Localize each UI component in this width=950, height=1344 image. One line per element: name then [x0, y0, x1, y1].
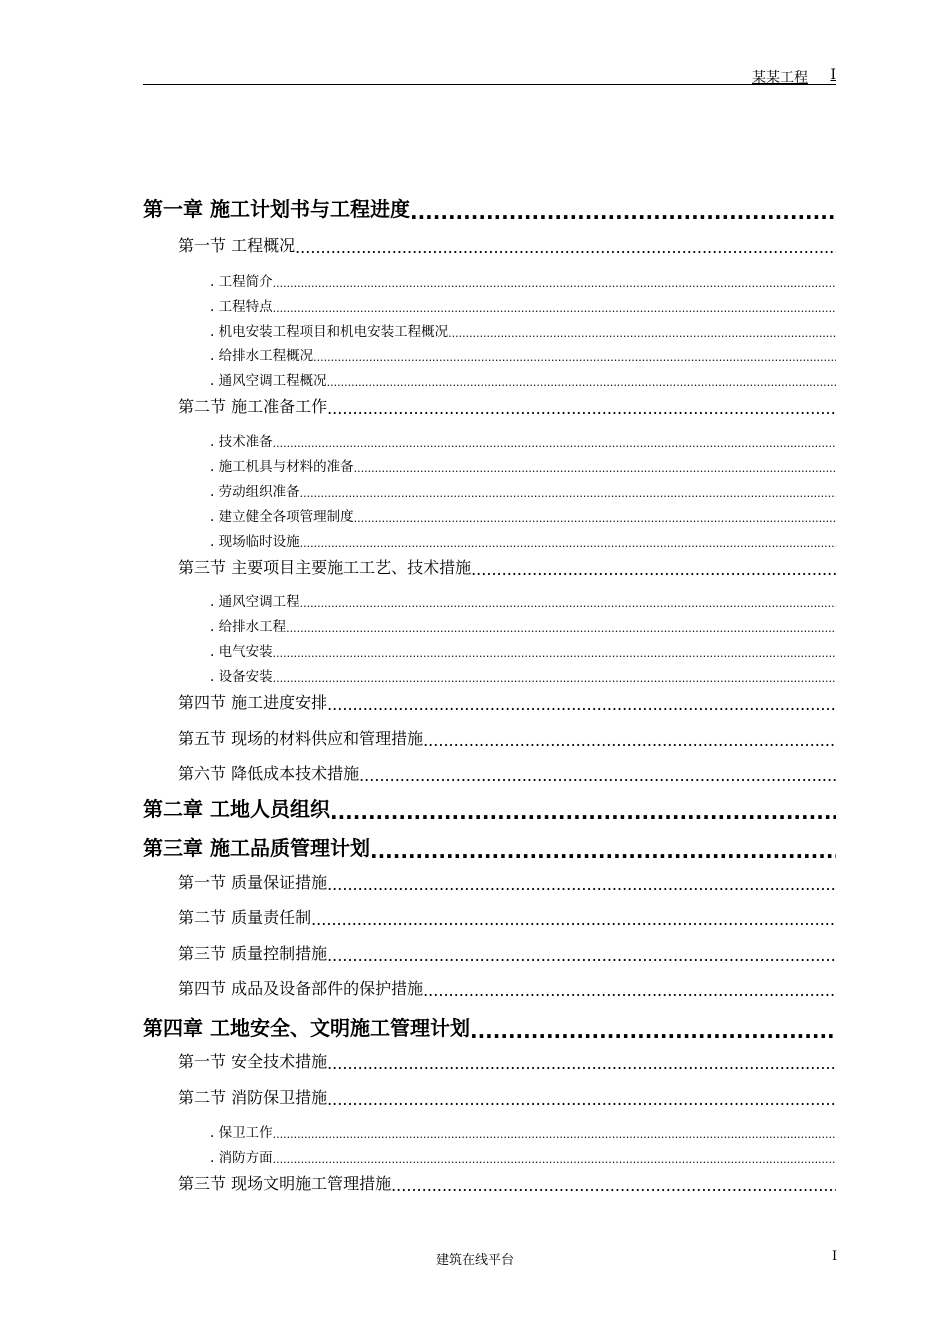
header-page-number: I [830, 67, 836, 83]
dot-leader [273, 1128, 836, 1141]
toc-subsection-entry[interactable] [210, 371, 836, 389]
dot-leader [327, 697, 836, 713]
dot-leader [300, 537, 836, 550]
toc-entry-label: 第二章 工地人员组织 [143, 797, 330, 821]
toc-entry-label: 第一节 质量保证措施 [178, 873, 328, 892]
toc-subsection-entry[interactable] [210, 272, 836, 290]
toc-section-entry[interactable] [178, 556, 836, 578]
toc-entry-label: 第一节 安全技术措施 [178, 1052, 328, 1071]
toc-section-entry[interactable] [178, 1172, 836, 1194]
toc-section-entry[interactable] [178, 871, 836, 893]
toc-section-entry[interactable] [178, 942, 836, 964]
toc-subsection-entry[interactable] [210, 532, 836, 550]
dot-leader [354, 512, 836, 525]
toc-entry-label: . 通风空调工程 [210, 594, 300, 610]
toc-entry-label: 第四节 成品及设备部件的保护措施 [178, 979, 424, 998]
toc-section-entry[interactable] [178, 1050, 836, 1072]
toc-chapter-entry[interactable] [143, 196, 836, 222]
toc-subsection-entry[interactable] [210, 346, 836, 364]
dot-leader [273, 437, 836, 450]
toc-section-entry[interactable] [178, 977, 836, 999]
dot-leader [470, 1021, 836, 1041]
dot-leader [354, 462, 836, 475]
toc-entry-label: . 机电安装工程项目和机电安装工程概况 [210, 324, 449, 340]
dot-leader [286, 622, 836, 635]
toc-subsection-entry[interactable] [210, 432, 836, 450]
toc-subsection-entry[interactable] [210, 297, 836, 315]
toc-entry-label: 第二节 施工准备工作 [178, 397, 328, 416]
dot-leader [471, 562, 836, 578]
toc-section-entry[interactable] [178, 691, 836, 713]
footer-text: 建筑在线平台 [435, 1253, 514, 1268]
toc-section-entry[interactable] [178, 1086, 836, 1108]
toc-entry-label: . 现场临时设施 [210, 534, 300, 550]
toc-subsection-entry[interactable] [210, 322, 836, 340]
toc-entry-label: . 设备安装 [210, 669, 273, 685]
toc-entry-label: . 消防方面 [210, 1150, 273, 1166]
toc-entry-label: 第三节 质量控制措施 [178, 944, 328, 963]
toc-entry-label: 第三节 现场文明施工管理措施 [178, 1174, 392, 1193]
dot-leader [423, 983, 836, 999]
toc-subsection-entry[interactable] [210, 667, 836, 685]
toc-entry-label: . 工程特点 [210, 299, 273, 315]
toc-subsection-entry[interactable] [210, 642, 836, 660]
toc-chapter-entry[interactable] [143, 835, 836, 861]
dot-leader [327, 1092, 836, 1108]
dot-leader [330, 802, 836, 822]
toc-entry-label: 第二节 质量责任制 [178, 908, 312, 927]
toc-section-entry[interactable] [178, 395, 836, 417]
toc-entry-label: 第一章 施工计划书与工程进度 [143, 197, 410, 221]
toc-subsection-entry[interactable] [210, 1148, 836, 1166]
toc-entry-label: 第三节 主要项目主要施工工艺、技术措施 [178, 558, 472, 577]
toc-section-entry[interactable] [178, 727, 836, 749]
toc-entry-label: 第四章 工地安全、文明施工管理计划 [143, 1016, 470, 1040]
footer-page-number: I [832, 1249, 838, 1264]
toc-entry-label: . 给排水工程 [210, 619, 287, 635]
toc-subsection-entry[interactable] [210, 457, 836, 475]
dot-leader [327, 877, 836, 893]
dot-leader [327, 948, 836, 964]
toc-section-entry[interactable] [178, 762, 836, 784]
dot-leader [359, 768, 836, 784]
dot-leader [273, 647, 836, 660]
dot-leader [273, 672, 836, 685]
toc-section-entry[interactable] [178, 234, 836, 256]
toc-subsection-entry[interactable] [210, 507, 836, 525]
toc-entry-label: . 保卫工作 [210, 1125, 273, 1141]
dot-leader [295, 240, 836, 256]
dot-leader [273, 277, 836, 290]
toc-entry-label: . 施工机具与材料的准备 [210, 459, 354, 475]
toc-subsection-entry[interactable] [210, 592, 836, 610]
toc-entry-label: . 工程简介 [210, 274, 273, 290]
dot-leader [300, 487, 836, 500]
header-title: 某某工程 [752, 70, 808, 86]
toc-entry-label: 第六节 降低成本技术措施 [178, 764, 360, 783]
dot-leader [313, 351, 836, 364]
toc-entry-label: . 给排水工程概况 [210, 348, 314, 364]
toc-entry-label: . 电气安装 [210, 644, 273, 660]
toc-entry-label: 第一节 工程概况 [178, 236, 296, 255]
toc-entry-label: . 技术准备 [210, 434, 273, 450]
toc-entry-label: 第二节 消防保卫措施 [178, 1088, 328, 1107]
dot-leader [410, 202, 836, 222]
toc-entry-label: . 通风空调工程概况 [210, 373, 327, 389]
toc-entry-label: . 劳动组织准备 [210, 484, 300, 500]
dot-leader [423, 733, 836, 749]
dot-leader [300, 597, 836, 610]
toc-entry-label: . 建立健全各项管理制度 [210, 509, 354, 525]
dot-leader [391, 1178, 836, 1194]
toc-subsection-entry[interactable] [210, 482, 836, 500]
toc-subsection-entry[interactable] [210, 617, 836, 635]
toc-chapter-entry[interactable] [143, 1015, 836, 1041]
dot-leader [327, 1056, 836, 1072]
toc-entry-label: 第四节 施工进度安排 [178, 693, 328, 712]
dot-leader [311, 912, 836, 928]
toc-section-entry[interactable] [178, 906, 836, 928]
dot-leader [327, 401, 836, 417]
toc-subsection-entry[interactable] [210, 1123, 836, 1141]
toc-entry-label: 第三章 施工品质管理计划 [143, 836, 370, 860]
dot-leader [273, 1153, 836, 1166]
dot-leader [448, 327, 836, 340]
dot-leader [370, 841, 836, 861]
dot-leader [327, 376, 836, 389]
toc-entry-label: 第五节 现场的材料供应和管理措施 [178, 729, 424, 748]
toc-chapter-entry[interactable] [143, 796, 836, 822]
dot-leader [273, 302, 836, 315]
